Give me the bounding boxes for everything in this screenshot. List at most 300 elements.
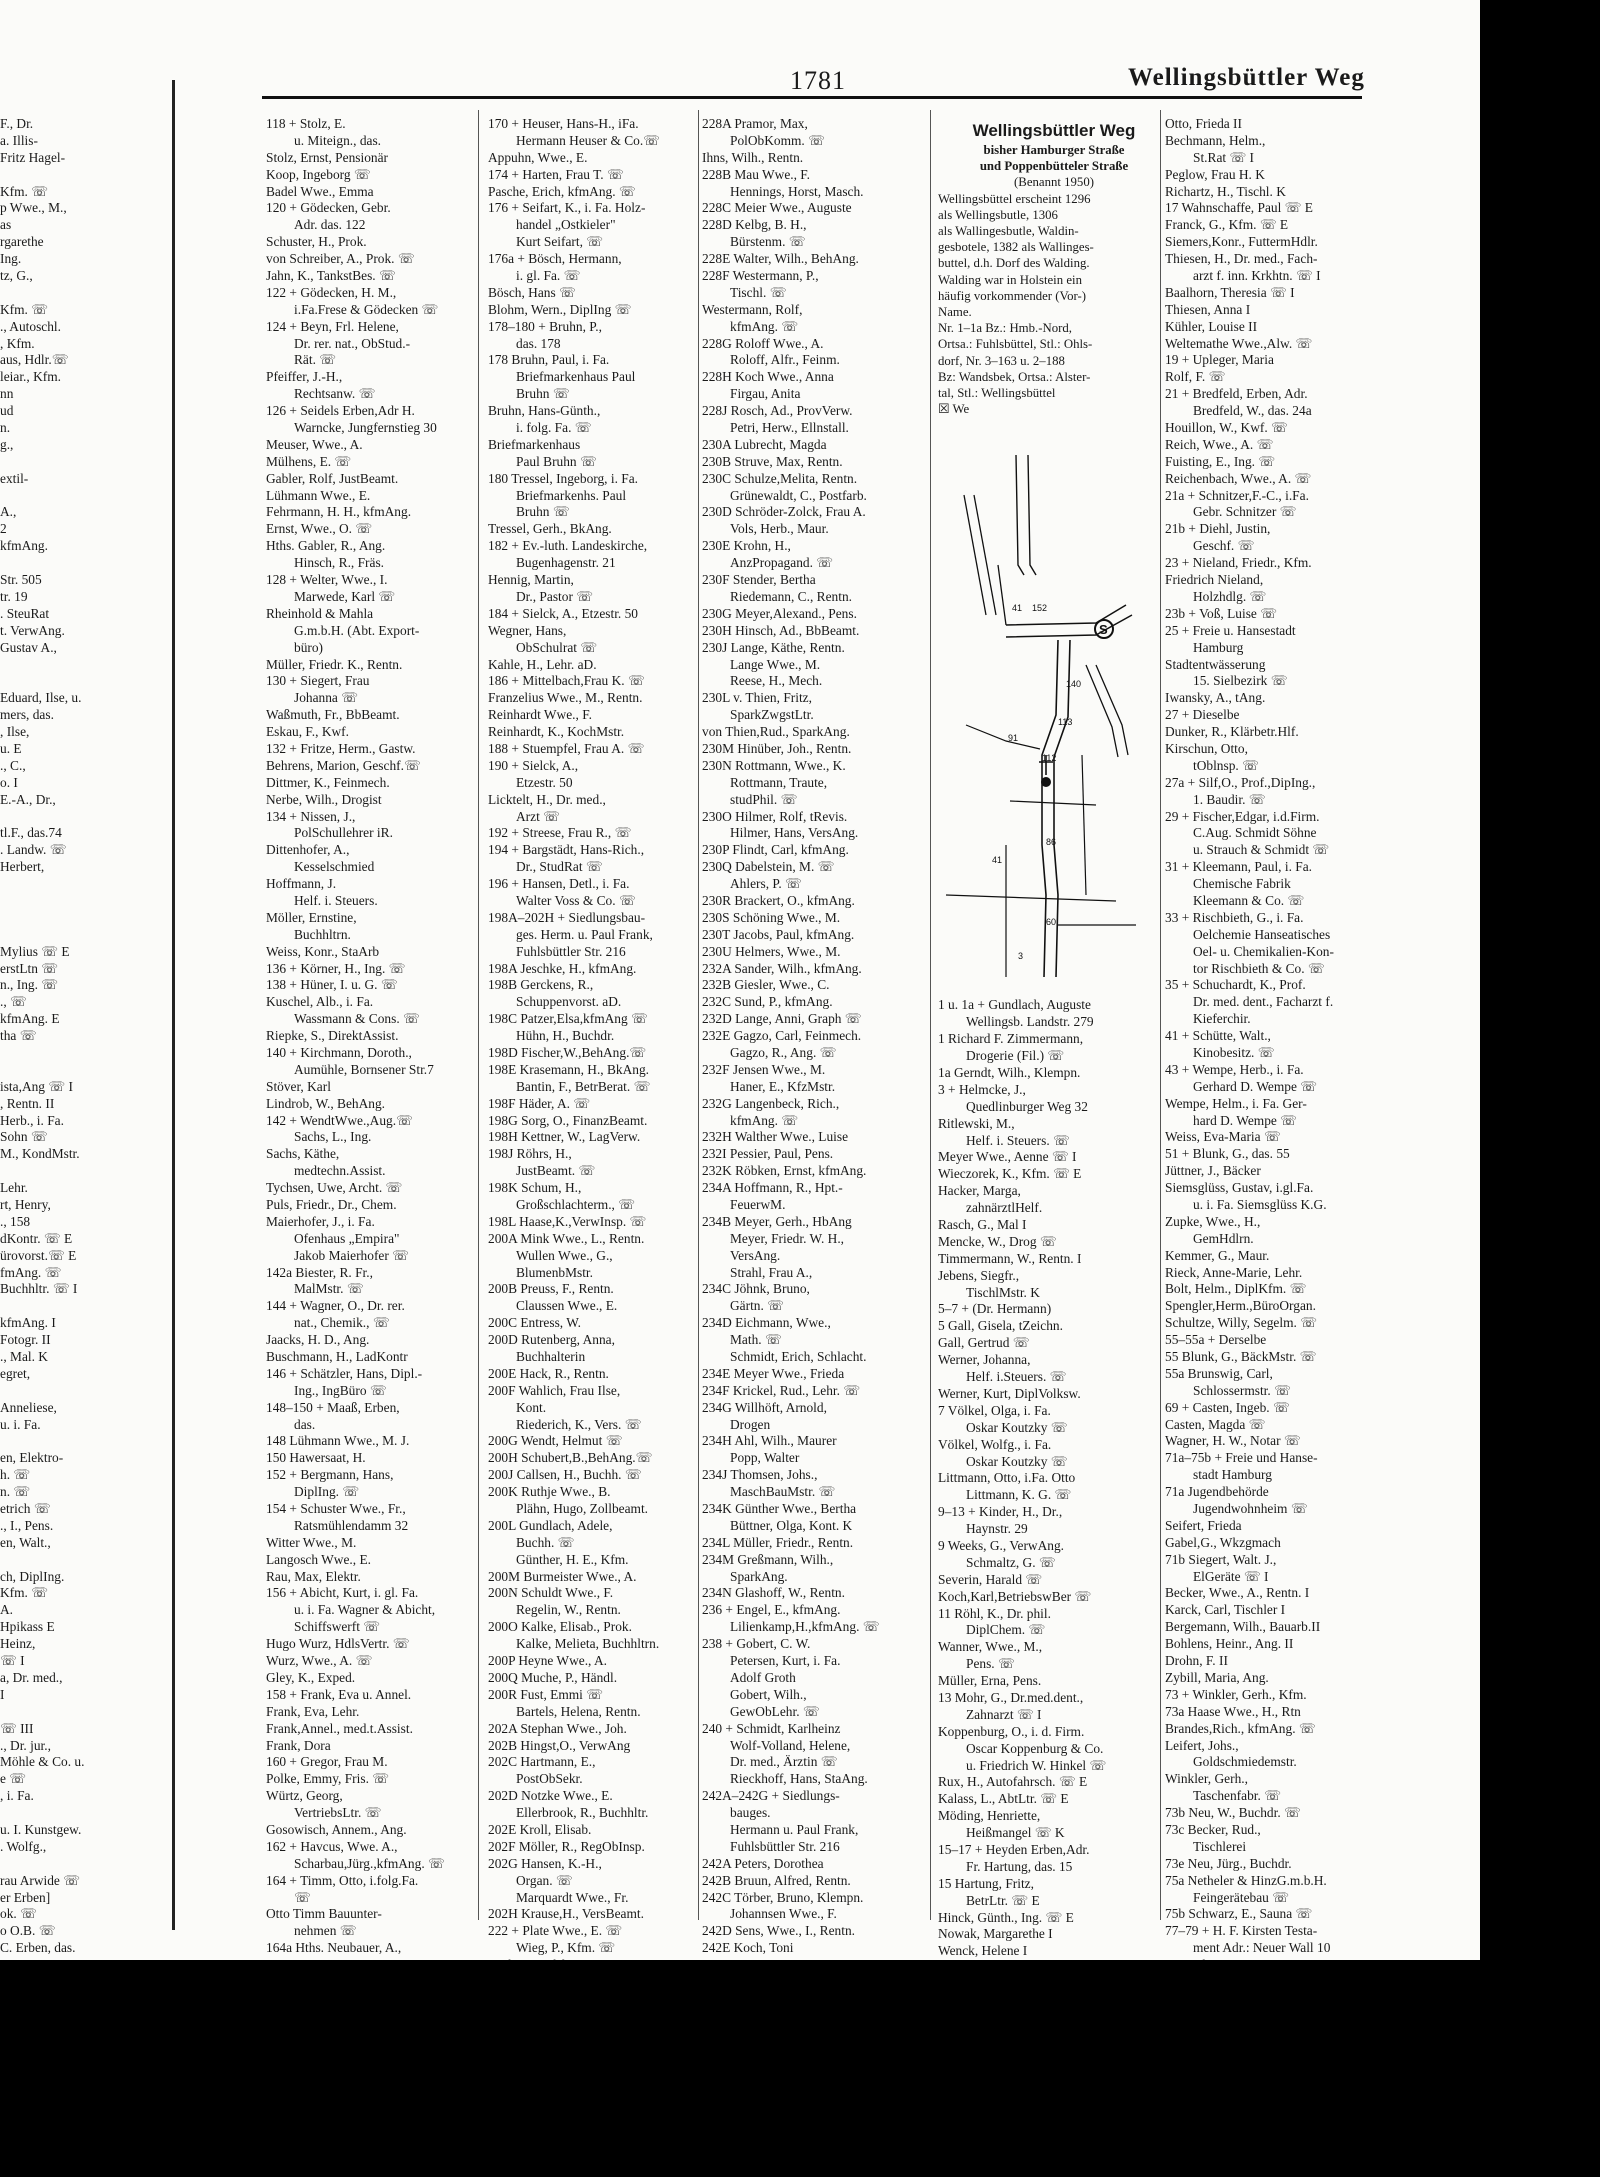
column-0 (0, 116, 160, 2126)
street-map-svg (946, 425, 1151, 987)
directory-entry-line: 230B Struve, Max, Rentn. (702, 453, 843, 469)
directory-entry-line: Feingerätebau ☏ (1193, 1889, 1289, 1905)
svg-text:112: 112 (1042, 753, 1057, 764)
directory-entry-line: ista,Ang ☏ I (0, 1078, 73, 1094)
directory-entry-line: Houillon, W., Kwf. ☏ (1165, 420, 1288, 436)
directory-entry-line: Lehr. (0, 1180, 28, 1196)
directory-entry-line: FeuerwM. (730, 1197, 786, 1212)
directory-entry-line: von Schreiber, A., Prok. ☏ (266, 251, 415, 267)
directory-entry-line: tha ☏ (0, 1028, 37, 1044)
column-4 (938, 116, 1170, 2011)
directory-entry-line: Hinsch, R., Fräs. (294, 555, 385, 571)
directory-entry-line: Nowak, Margarethe I (938, 1926, 1053, 1942)
street-note: und Poppenbütteler Straße (979, 159, 1129, 174)
directory-entry-line: 202A Stephan Wwe., Joh. (488, 1720, 627, 1736)
directory-entry-line: Helf. i. Steuers. ☏ (966, 1132, 1070, 1148)
directory-entry-line: egret, (0, 1365, 31, 1381)
directory-entry-line: 200N Schuldt Wwe., F. (488, 1585, 614, 1601)
directory-entry-line: dKontr. ☏ E (0, 1230, 73, 1246)
directory-entry-line: 21b + Diehl, Justin, (1165, 521, 1271, 537)
svg-text:41: 41 (1012, 603, 1023, 614)
directory-entry-line: 122 + Gödecken, H. M., (266, 284, 397, 300)
directory-entry-line: 230O Hilmer, Rolf, tRevis. (702, 808, 848, 824)
directory-entry-line: Werner, Johanna, (938, 1352, 1031, 1368)
street-description-line: dorf, Nr. 3–163 u. 2–188 (938, 353, 1065, 368)
directory-entry-line: 232B Giesler, Wwe., C. (702, 977, 830, 993)
street-description-line: tal, Stl.: Wellingsbüttel (938, 386, 1056, 401)
street-description-line: Bz: Wandsbek, Ortsa.: Alster- (938, 369, 1091, 384)
directory-entry-line: ok. ☏ (0, 1906, 37, 1922)
directory-entry-line: Stöver, Karl (266, 1078, 331, 1094)
directory-entry-line: Quedlinburger Weg 32 (966, 1098, 1088, 1114)
directory-entry-line: 21 + Bredfeld, Erben, Adr. (1165, 386, 1308, 402)
directory-entry-line: 198H Kettner, W., LagVerw. (488, 1129, 641, 1145)
directory-entry-line: 196 + Hansen, Detl., i. Fa. (488, 876, 630, 892)
directory-entry-line: ., 158 (0, 1213, 31, 1229)
directory-entry-line: Stolz, Ernst, Pensionär (266, 149, 388, 165)
directory-entry-line: Waßmuth, Fr., BbBeamt. (266, 707, 400, 723)
directory-entry-line: 234M Greßmann, Wilh., (702, 1551, 834, 1567)
directory-entry-line: Wieg, P., Kfm. ☏ (516, 1940, 616, 1956)
directory-entry-line: Siemers,Konr., FuttermHdlr. (1165, 234, 1318, 250)
directory-entry-line: Wullen Wwe., G., (516, 1247, 613, 1263)
directory-entry-line: 198A Jeschke, H., kfmAng. (488, 960, 637, 976)
directory-entry-line: 238 + Gobert, C. W. (702, 1636, 811, 1652)
directory-entry-line (0, 1062, 160, 1079)
directory-entry-line: 27 + Dieselbe (1165, 707, 1240, 723)
directory-entry-line: GemHdlrn. (1193, 1230, 1254, 1246)
directory-entry-line: Buchhltr. ☏ I (0, 1281, 78, 1297)
directory-entry-line: Koppenburg, O., i. d. Firm. (938, 1723, 1085, 1739)
directory-entry-line: Gabler, Rolf, JustBeamt. (266, 470, 399, 486)
street-description-line: als Wallingesbutle, Waldin- (938, 224, 1079, 239)
directory-entry-line: Peglow, Frau H. K (1165, 166, 1265, 182)
directory-entry-line: rt, Henry, (0, 1197, 51, 1212)
directory-entry-line: 230S Schöning Wwe., M. (702, 909, 841, 925)
directory-entry-line: kfmAng. ☏ (730, 1112, 799, 1128)
directory-entry-line: handel „Ostkieler" (516, 217, 616, 233)
directory-entry-line: 182 + Ev.-luth. Landeskirche, (488, 538, 648, 554)
directory-entry-line: ürovorst.☏ E (0, 1247, 77, 1263)
directory-entry-line: Briefmarkenhaus Paul (516, 369, 636, 385)
directory-entry-line: 228D Kelbg, B. H., (702, 217, 807, 233)
directory-entry-line: medtechn.Assist. (294, 1163, 386, 1179)
directory-entry-line: PolSchullehrer iR. (294, 825, 393, 841)
directory-entry-line: Puls, Friedr., Dr., Chem. (266, 1197, 397, 1212)
directory-entry-line: 232G Langenbeck, Rich., (702, 1095, 840, 1111)
directory-entry-line: Koch,Karl,BetriebswBer ☏ (938, 1588, 1092, 1604)
directory-entry-line: h. ☏ (0, 1467, 31, 1483)
directory-entry-line: Meuser, Wwe., A. (266, 436, 363, 452)
directory-entry-line: 230R Brackert, O., kfmAng. (702, 892, 855, 908)
directory-entry-line: Wieczorek, K., Kfm. ☏ E (938, 1166, 1082, 1182)
directory-entry-line: tr. 19 (0, 588, 28, 604)
directory-entry-line: 23b + Voß, Luise ☏ (1165, 605, 1277, 621)
directory-entry-line: Zybill, Maria, Ang. (1165, 1669, 1269, 1685)
directory-entry-line: Johannsen Wwe., F. (730, 1906, 837, 1922)
directory-entry-line: leiar., Kfm. (0, 369, 61, 385)
directory-entry-line: Zupke, Wwe., H., (1165, 1213, 1261, 1229)
directory-entry-line: Licktelt, H., Dr. med., (488, 791, 606, 807)
directory-entry-line: Gabel,G., Wkzgmach (1165, 1534, 1281, 1550)
directory-entry-line: 21a + Schnitzer,F.-C., i.Fa. (1165, 487, 1309, 503)
street-description-line: Name. (938, 305, 972, 320)
directory-entry-line: Kfm. ☏ (0, 301, 48, 317)
directory-entry-line: Adr. das. 122 (294, 217, 366, 233)
directory-entry-line: Siemsglüss, Gustav, i.gl.Fa. (1165, 1180, 1314, 1196)
directory-entry-line: 200M Burmeister Wwe., A. (488, 1568, 637, 1584)
directory-entry-line: St.Rat ☏ I (1193, 149, 1255, 165)
directory-entry-line (0, 1704, 160, 1721)
directory-entry-line: TischlMstr. K (966, 1284, 1040, 1300)
directory-entry-line: Mencke, W., Drog ☏ (938, 1233, 1057, 1249)
directory-entry-line: p Wwe., M., (0, 200, 67, 216)
directory-entry-line: studPhil. ☏ (730, 791, 798, 807)
directory-entry-line: Etzestr. 50 (516, 774, 573, 790)
directory-entry-line: Dunker, R., Klärbetr.Hlf. (1165, 724, 1299, 740)
directory-entry-line: 242A–242G + Siedlungs- (702, 1788, 840, 1804)
directory-entry-line (0, 454, 160, 471)
directory-entry-line: 230F Stender, Bertha (702, 572, 816, 588)
directory-entry-line: F., Dr. (0, 116, 34, 131)
scan-border-bottom (0, 1960, 1600, 2177)
directory-entry-line (0, 673, 160, 690)
directory-entry-line: 1 u. 1a + Gundlach, Auguste (938, 997, 1091, 1013)
directory-entry-line: 73e Neu, Jürg., Buchdr. (1165, 1855, 1292, 1871)
svg-text:140: 140 (1066, 679, 1082, 690)
directory-entry-line: 154 + Schuster Wwe., Fr., (266, 1501, 406, 1517)
directory-entry-line: ges. Herm. u. Paul Frank, (516, 926, 653, 942)
directory-entry-line: 33 + Rischbieth, G., i. Fa. (1165, 909, 1304, 925)
directory-entry-line: Gley, K., Exped. (266, 1669, 356, 1685)
directory-entry-line: 29 + Fischer,Edgar, i.d.Firm. (1165, 808, 1320, 824)
directory-entry-line: hard D. Wempe ☏ (1193, 1112, 1297, 1128)
directory-entry-line: 228G Roloff Wwe., A. (702, 335, 824, 351)
directory-entry-line: Oskar Koutzky ☏ (966, 1419, 1068, 1435)
directory-entry-line: Schiffswerft ☏ (294, 1619, 381, 1635)
directory-entry-line: Jebens, Siegfr., (938, 1267, 1020, 1283)
directory-entry-line: erstLtn ☏ (0, 960, 59, 976)
directory-entry-line: nat., Chemik., ☏ (294, 1315, 390, 1331)
directory-entry-line: Wenck, Helene I (938, 1943, 1028, 1959)
directory-entry-line: Kont. (516, 1399, 547, 1415)
directory-entry-line: Weiss, Eva-Maria ☏ (1165, 1129, 1281, 1145)
directory-entry-line: 236 + Engel, E., kfmAng. (702, 1602, 841, 1618)
directory-entry-line: Leifert, Johs., (1165, 1737, 1239, 1753)
directory-entry-line: Herbert, (0, 859, 45, 875)
directory-entry-line: 71a Jugendbehörde (1165, 1484, 1269, 1500)
directory-entry-line: Aumühle, Bornsener Str.7 (294, 1061, 434, 1077)
directory-entry-line: BlumenbMstr. (516, 1264, 594, 1280)
directory-entry-line: Adolf Groth (730, 1669, 796, 1685)
street-description-line: gesbotele, 1382 als Wallinges- (938, 240, 1094, 255)
directory-entry-line (0, 1298, 160, 1315)
directory-entry-line: 230N Rottmann, Wwe., K. (702, 757, 846, 773)
directory-entry-line: Vols, Herb., Maur. (730, 521, 829, 537)
directory-entry-line (0, 1163, 160, 1180)
directory-entry-line: 73a Haase Wwe., H., Rtn (1165, 1703, 1301, 1719)
directory-entry-line: 152 + Bergmann, Hans, (266, 1467, 394, 1483)
directory-entry-line: Severin, Harald ☏ (938, 1571, 1043, 1587)
directory-entry-line: 3 + Helmcke, J., (938, 1081, 1026, 1097)
directory-entry-line: Zahnarzt ☏ I (966, 1706, 1042, 1722)
directory-entry-line: 230J Lange, Käthe, Rentn. (702, 639, 845, 655)
directory-entry-line: Herb., i. Fa. (0, 1112, 64, 1128)
directory-entry-line: 136 + Körner, H., Ing. ☏ (266, 960, 406, 976)
directory-entry-line: 23 + Nieland, Friedr., Kfm. (1165, 555, 1312, 571)
directory-entry-line: Strahl, Frau A., (730, 1264, 813, 1280)
directory-entry-line: ., ☏ (0, 994, 27, 1010)
directory-entry-line: Hermann Heuser & Co.☏ (516, 132, 660, 148)
directory-entry-line (0, 809, 160, 826)
directory-entry-line: Bartels, Helena, Rentn. (516, 1703, 641, 1719)
directory-entry-line: VertriebsLtr. ☏ (294, 1805, 382, 1821)
directory-entry-line: Wegner, Hans, (488, 622, 567, 638)
directory-entry-line: Polke, Emmy, Fris. ☏ (266, 1771, 390, 1787)
directory-entry-line (0, 167, 160, 184)
directory-entry-line: Bohlens, Heinr., Ang. II (1165, 1636, 1294, 1652)
directory-entry-line (0, 893, 160, 910)
directory-entry-line: extil- (0, 470, 29, 486)
directory-entry-line: Tischlerei (1193, 1838, 1247, 1854)
directory-entry-line: Kleemann & Co. ☏ (1193, 892, 1305, 908)
directory-entry-line: 200R Fust, Emmi ☏ (488, 1686, 603, 1702)
directory-entry-line: 9–13 + Kinder, H., Dr., (938, 1504, 1063, 1520)
directory-entry-line: 232H Walther Wwe., Luise (702, 1129, 849, 1145)
directory-entry-line: 234E Meyer Wwe., Frieda (702, 1365, 845, 1381)
directory-entry-line: Sachs, Käthe, (266, 1146, 340, 1162)
directory-entry-line: 234C Jöhnk, Bruno, (702, 1281, 810, 1297)
directory-entry-line: rau Arwide ☏ (0, 1872, 80, 1888)
directory-entry-line: Timmermann, W., Rentn. I (938, 1250, 1082, 1266)
directory-entry-line: 200J Callsen, H., Buchh. ☏ (488, 1467, 642, 1483)
directory-entry-line: Müller, Erna, Pens. (938, 1673, 1042, 1689)
directory-entry-line: 232C Sund, P., kfmAng. (702, 994, 833, 1010)
directory-entry-line: 77–79 + H. F. Kirsten Testa- (1165, 1923, 1318, 1939)
directory-entry-line: Ahlers, P. ☏ (730, 876, 802, 892)
directory-entry-line: Fuhlsbüttler Str. 216 (730, 1838, 840, 1854)
directory-entry-line: A. (0, 1602, 14, 1618)
directory-entry-line: Rechtsanw. ☏ (294, 386, 376, 402)
directory-entry-line: Oelchemie Hanseatisches (1193, 926, 1331, 942)
directory-entry-line: VersAng. (730, 1247, 781, 1263)
directory-entry-line: kfmAng. (0, 538, 48, 554)
directory-entry-line: 232E Gagzo, Carl, Feinmech. (702, 1028, 862, 1044)
directory-entry-line: g., (0, 436, 14, 452)
directory-entry-line: Wellingsb. Landstr. 279 (966, 1014, 1094, 1030)
directory-entry-line: Richartz, H., Tischl. K (1165, 183, 1286, 199)
directory-entry-line: , Kfm. (0, 335, 35, 351)
directory-entry-line: Drogen (730, 1416, 771, 1432)
directory-entry-line (0, 876, 160, 893)
directory-entry-line: Würtz, Georg, (266, 1788, 343, 1804)
directory-entry-line: Warncke, Jungfernstieg 30 (294, 420, 437, 436)
directory-entry-line: 200K Ruthje Wwe., B. (488, 1484, 611, 1500)
directory-entry-line: , i. Fa. (0, 1788, 34, 1804)
directory-entry-line: SparkZwgstLtr. (730, 707, 814, 723)
directory-entry-line: Weltemathe Wwe.,Alw. ☏ (1165, 335, 1313, 351)
directory-entry-line: 73b Neu, W., Buchdr. ☏ (1165, 1805, 1301, 1821)
directory-entry-line: GewObLehr. ☏ (730, 1703, 820, 1719)
directory-entry-line: Ratsmühlendamm 32 (294, 1517, 409, 1533)
directory-entry-line: 202G Hansen, K.-H., (488, 1855, 602, 1871)
directory-entry-line: zahnärztlHelf. (966, 1200, 1043, 1216)
directory-entry-line: 200F Wahlich, Frau Ilse, (488, 1382, 621, 1398)
directory-entry-line: Littmann, Otto, i.Fa. Otto (938, 1470, 1076, 1486)
directory-entry-line: 232I Pessier, Paul, Pens. (702, 1146, 834, 1162)
directory-entry-line: 178–180 + Bruhn, P., (488, 318, 602, 334)
directory-entry-line: Riedemann, C., Rentn. (730, 588, 852, 604)
directory-entry-line: Dr. med. dent., Facharzt f. (1193, 994, 1334, 1010)
directory-entry-line: Seifert, Frieda (1165, 1517, 1242, 1533)
column-5 (1165, 116, 1380, 2109)
directory-entry-line: ☏ (294, 1889, 311, 1905)
directory-entry-line: 228A Pramor, Max, (702, 116, 808, 131)
directory-entry-line: 202C Hartmann, E., (488, 1754, 596, 1770)
directory-entry-line: Schuster, H., Prok. (266, 234, 367, 250)
directory-entry-line: Badel Wwe., Emma (266, 183, 374, 199)
directory-entry-line: 200H Schubert,B.,BehAng.☏ (488, 1450, 653, 1466)
directory-entry-line: 43 + Wempe, Herb., i. Fa. (1165, 1061, 1304, 1077)
directory-entry-line: Mylius ☏ E (0, 943, 70, 959)
directory-entry-line: 234K Günther Wwe., Bertha (702, 1501, 857, 1517)
directory-entry-line: Appuhn, Wwe., E. (488, 149, 588, 165)
directory-entry-line: 194 + Bargstädt, Hans-Rich., (488, 842, 645, 858)
directory-entry-line: as (0, 217, 12, 233)
directory-entry-line: ., Dr. jur., (0, 1737, 51, 1753)
directory-entry-line: Fuisting, E., Ing. ☏ (1165, 453, 1276, 469)
street-description-line: Ortsa.: Fuhlsbüttel, Stl.: Ohls- (938, 337, 1093, 352)
directory-entry-line: Ellerbrook, R., Buchhltr. (516, 1805, 649, 1821)
directory-entry-line: 71a–75b + Freie und Hanse- (1165, 1450, 1318, 1466)
directory-entry-line: Westermann, Rolf, (702, 301, 803, 317)
directory-entry-line: Kfm. ☏ (0, 1585, 48, 1601)
directory-entry-line: Meyer Wwe., Aenne ☏ I (938, 1149, 1077, 1165)
directory-entry-line: 144 + Wagner, O., Dr. rer. (266, 1298, 405, 1314)
directory-entry-line: Kinobesitz. ☏ (1193, 1044, 1275, 1060)
directory-entry-line: 128 + Welter, Wwe., I. (266, 572, 388, 588)
directory-entry-line: ☏ III (0, 1720, 34, 1736)
directory-entry-line: 126 + Seidels Erben,Adr H. (266, 403, 415, 419)
directory-entry-line: Wempe, Helm., i. Fa. Ger- (1165, 1095, 1307, 1111)
directory-entry-line: Bantin, F., BetrBerat. ☏ (516, 1078, 651, 1094)
directory-entry-line: 230H Hinsch, Ad., BbBeamt. (702, 622, 860, 638)
svg-text:S: S (1099, 622, 1108, 638)
directory-entry-line: M., KondMstr. (0, 1146, 80, 1162)
directory-entry-line: Gerhard D. Wempe ☏ (1193, 1078, 1317, 1094)
directory-entry-line: Tischl. ☏ (730, 284, 787, 300)
directory-entry-line: Sohn ☏ (0, 1129, 48, 1145)
street-note: (Benannt 1950) (1014, 175, 1094, 190)
directory-entry-line: Drohn, F. II (1165, 1653, 1228, 1669)
directory-entry-line: 230D Schröder-Zolck, Frau A. (702, 504, 866, 520)
directory-entry-line (0, 1433, 160, 1450)
directory-entry-line: a, Dr. med., (0, 1669, 63, 1685)
directory-entry-line: Bruhn, Hans-Günth., (488, 403, 601, 419)
directory-entry-line: Wagner, H. W., Notar ☏ (1165, 1433, 1301, 1449)
column-2 (488, 116, 693, 2109)
svg-text:152: 152 (1032, 603, 1048, 614)
directory-entry-line: 200L Gundlach, Adele, (488, 1517, 613, 1533)
directory-entry-line: Baalhorn, Theresia ☏ I (1165, 284, 1295, 300)
running-header: Wellingsbüttler Weg (1128, 64, 1365, 91)
directory-entry-line: Jahn, K., TankstBes. ☏ (266, 268, 396, 284)
directory-entry-line: Reich, Wwe., A. ☏ (1165, 436, 1274, 452)
directory-entry-line: Ing. (0, 251, 22, 267)
directory-entry-line: 198L Haase,K.,VerwInsp. ☏ (488, 1213, 647, 1229)
svg-text:91: 91 (1008, 733, 1019, 744)
directory-entry-line: Thiesen, Anna I (1165, 301, 1251, 317)
directory-entry-line: Casten, Magda ☏ (1165, 1416, 1266, 1432)
directory-entry-line: 234F Krickel, Rud., Lehr. ☏ (702, 1382, 861, 1398)
directory-entry-line: kfmAng. I (0, 1315, 56, 1331)
directory-entry-line: 230L v. Thien, Fritz, (702, 690, 812, 706)
directory-entry-line: Frank,Annel., med.t.Assist. (266, 1720, 413, 1736)
directory-entry-line: Spengler,Herm.,BüroOrgan. (1165, 1298, 1316, 1314)
directory-entry-line: 75b Schwarz, E., Sauna ☏ (1165, 1906, 1313, 1922)
directory-entry-line: 200A Mink Wwe., L., Rentn. (488, 1230, 645, 1246)
directory-entry-line: nehmen ☏ (294, 1923, 357, 1939)
gutter-rule (172, 80, 175, 1930)
street-description-line: als Wellingsbutle, 1306 (938, 207, 1058, 222)
directory-entry-line: Schlossermstr. ☏ (1193, 1382, 1291, 1398)
column-3 (702, 116, 927, 2075)
directory-entry-line: Pens. ☏ (966, 1656, 1015, 1672)
directory-entry-line: Str. 505 (0, 572, 42, 588)
directory-entry-line: Meyer, Friedr. W. H., (730, 1230, 845, 1246)
directory-entry-line: Fr. Hartung, das. 15 (966, 1858, 1073, 1874)
directory-entry-line: tOblnsp. ☏ (1193, 757, 1259, 773)
directory-entry-line: Gustav A., (0, 639, 57, 655)
directory-entry-line: Jugendwohnheim ☏ (1193, 1501, 1308, 1517)
directory-entry-line (0, 555, 160, 572)
directory-entry-line: Riepke, S., DirektAssist. (266, 1028, 399, 1044)
directory-entry-line: Bergemann, Wilh., Bauarb.II (1165, 1619, 1321, 1635)
directory-entry-line: Kieferchir. (1193, 1011, 1251, 1027)
directory-entry-line: Gobert, Wilh., (730, 1686, 807, 1702)
directory-entry-line: 75a Netheler & HinzG.m.b.H. (1165, 1872, 1327, 1888)
directory-entry-line: 242D Sens, Wwe., I., Rentn. (702, 1923, 855, 1939)
directory-entry-line: C.Aug. Schmidt Söhne (1193, 825, 1317, 841)
directory-entry-line: BetrLtr. ☏ E (966, 1892, 1040, 1908)
directory-entry-line: 15 Hartung, Fritz, (938, 1875, 1034, 1891)
directory-entry-line: Stadtentwässerung (1165, 656, 1266, 672)
directory-entry-line: Paul Bruhn ☏ (516, 453, 597, 469)
directory-entry-line: büro) (294, 639, 324, 655)
directory-entry-line: 148 Lühmann Wwe., M. J. (266, 1433, 410, 1449)
directory-entry-line: Reichenbach, Wwe., A. ☏ (1165, 470, 1312, 486)
directory-entry-line: u. Strauch & Schmidt ☏ (1193, 842, 1330, 858)
directory-entry-line: Hpikass E (0, 1619, 55, 1635)
directory-entry-line: Dr., Pastor ☏ (516, 588, 594, 604)
street-note: bisher Hamburger Straße (983, 143, 1125, 157)
directory-entry-line: 200D Rutenberg, Anna, (488, 1332, 615, 1348)
directory-entry-line: 170 + Heuser, Hans-H., iFa. (488, 116, 639, 131)
directory-entry-line: en, Walt., (0, 1534, 51, 1550)
directory-entry-line: Haynstr. 29 (966, 1521, 1028, 1537)
directory-entry-line: i. gl. Fa. ☏ (516, 268, 581, 284)
directory-entry-line: u. Friedrich W. Hinkel ☏ (966, 1757, 1107, 1773)
directory-entry-line: Buchh. ☏ (516, 1534, 575, 1550)
directory-entry-line: 5–7 + (Dr. Hermann) (938, 1301, 1052, 1317)
directory-entry-line: Rottmann, Traute, (730, 774, 828, 790)
directory-entry-line: DiplIng. ☏ (294, 1484, 360, 1500)
directory-entry-line: ., Autoschl. (0, 318, 62, 334)
directory-entry-line: 69 + Casten, Ingeb. ☏ (1165, 1399, 1290, 1415)
directory-entry-line: Dittmer, K., Feinmech. (266, 774, 390, 790)
directory-entry-line: 188 + Stuempfel, Frau A. ☏ (488, 740, 645, 756)
directory-entry-line: Dr. med., Ärztin ☏ (730, 1754, 838, 1770)
